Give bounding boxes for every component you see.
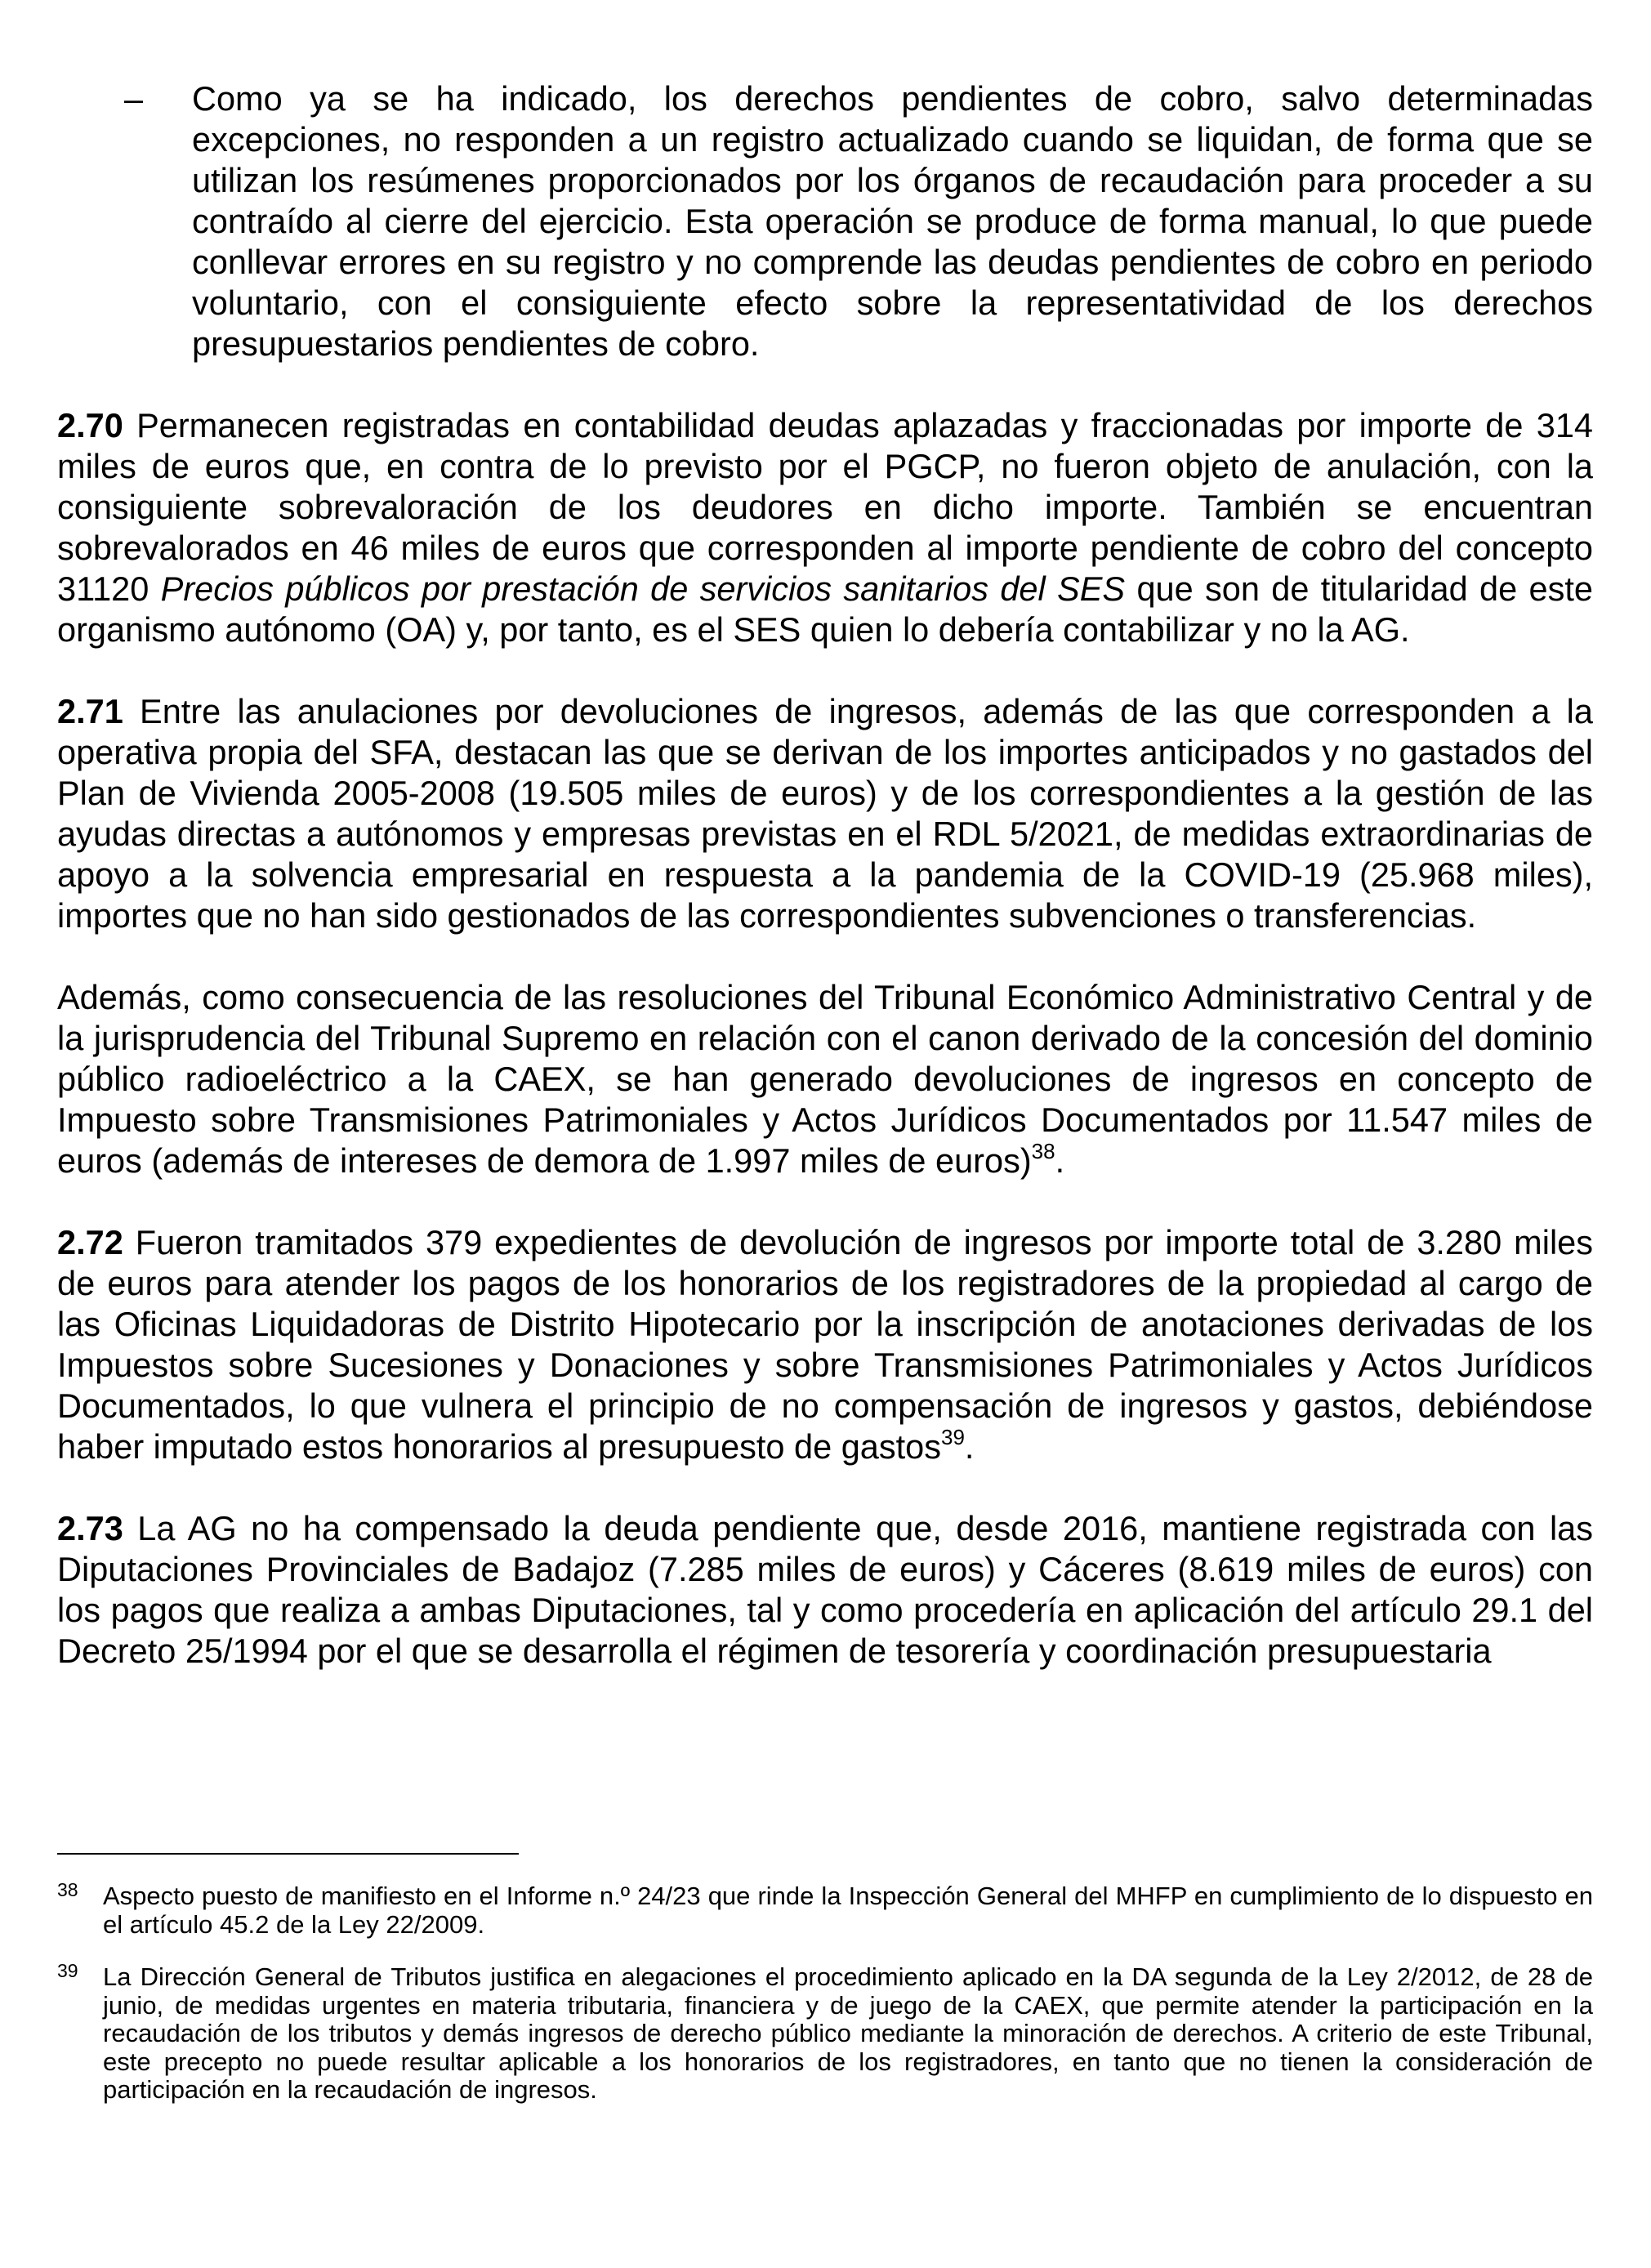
paragraph-2-73 xyxy=(57,1508,1593,1672)
paragraph-text: Fueron tramitados 379 expedientes de devolución de ingresos por importe total de 3.280 miles de euros para atender los pagos de los honorarios de los registradores de la propiedad al cargo de las Oficinas Liquidadoras de Distrito Hipotecario por la inscripción de anotaciones derivadas de los Impuestos sobre Sucesiones y Donaciones y sobre Transmisiones Patrimoniales y Actos Jurídicos Documentados, lo que vulnera el principio de no compensación de ingresos y gastos, debiéndose haber imputado estos honorarios al presupuesto de gastos xyxy=(57,1223,1593,1466)
dash-marker: – xyxy=(124,79,144,118)
paragraph-text: Permanecen registradas en contabilidad deudas aplazadas y fraccionadas por importe de 314 miles de euros que, en contra de lo previsto por el PGCP, no fueron objeto de anulación, con la consiguiente sobrevaloración de los deudores en dicho importe. También se encuentran sobrevalorados en 46 miles de euros que corresponden al importe pendiente de cobro del concepto 31120 xyxy=(57,406,1593,608)
paragraph-end: . xyxy=(1055,1141,1065,1180)
footnote-number: 38 xyxy=(57,1879,78,1900)
paragraph-2-71 xyxy=(57,691,1593,936)
footnote-39 xyxy=(57,1960,1593,2105)
paragraph-text: Entre las anulaciones por devoluciones de ingresos, además de las que corresponden a la operativa propia del SFA, destacan las que se derivan de los importes anticipados y no gastados del Plan de Vivienda 2005-2008 (19.505 miles de euros) y de los correspondientes a la gestión de las ayudas directas a autónomos y empresas previstas en el RDL 5/2021, de medidas extraordinarias de apoyo a la solvencia empresarial en respuesta a la pandemia de la COVID-19 (25.968 miles), importes que no han sido gestionados de las correspondientes subvenciones o transferencias. xyxy=(57,692,1593,935)
paragraph-text: Además, como consecuencia de las resoluciones del Tribunal Económico Administrativo Central y de la jurisprudencia del Tribunal Supremo en relación con el canon derivado de la concesión del dominio público radioeléctrico a la CAEX, se han generado devoluciones de ingresos en concepto de Impuesto sobre Transmisiones Patrimoniales y Actos Jurídicos Documentados por 11.547 miles de euros (además de intereses de demora de 1.997 miles de euros) xyxy=(57,978,1593,1180)
document-body xyxy=(57,78,1593,1712)
footnote-ref-38[interactable]: 38 xyxy=(1031,1139,1055,1164)
paragraph-number: 2.71 xyxy=(57,692,123,730)
footnote-text: Aspecto puesto de manifiesto en el Informe n.º 24/23 que rinde la Inspección General del MHFP en cumplimiento de lo dispuesto en el artículo 45.2 de la Ley 22/2009. xyxy=(103,1882,1593,1939)
footnote-number: 39 xyxy=(57,1960,78,1981)
paragraph-text: La AG no ha compensado la deuda pendiente que, desde 2016, mantiene registrada con las Diputaciones Provinciales de Badajoz (7.285 miles de euros) y Cáceres (8.619 miles de euros) con los pagos que realiza a ambas Diputaciones, tal y como procedería en aplicación del artículo 29.1 del Decreto 25/1994 por el que se desarrolla el régimen de tesorería y coordinación presupuestaria xyxy=(57,1509,1593,1670)
paragraph-2-71-continued xyxy=(57,977,1593,1181)
footnote-38 xyxy=(57,1879,1593,1939)
footnote-text: La Dirección General de Tributos justifica en alegaciones el procedimiento aplicado en la DA segunda de la Ley 2/2012, de 28 de junio, de medidas urgentes en materia tributaria, financiera y de juego de la CAEX, que permite atender la participación en la recaudación de los tributos y demás ingresos de derecho público mediante la minoración de derechos. A criterio de este Tribunal, este precepto no puede resultar aplicable a los honorarios de los registradores, en tanto que no tienen la consideración de participación en la recaudación de ingresos. xyxy=(103,1962,1593,2104)
paragraph-number: 2.70 xyxy=(57,406,123,444)
footnotes-section xyxy=(57,1853,1593,2129)
bullet-text: Como ya se ha indicado, los derechos pendientes de cobro, salvo determinadas excepciones, no responden a un registro actualizado cuando se liquidan, de forma que se utilizan los resúmenes proporcionados por los órganos de recaudación para proceder a su contraído al cierre del ejercicio. Esta operación se produce de forma manual, lo que puede conllevar errores en su registro y no comprende las deudas pendientes de cobro en periodo voluntario, con el consiguiente efecto sobre la representatividad de los derechos presupuestarios pendientes de cobro. xyxy=(192,79,1593,363)
paragraph-2-72 xyxy=(57,1222,1593,1467)
paragraph-end: . xyxy=(964,1427,975,1466)
footnote-ref-39[interactable]: 39 xyxy=(941,1425,965,1450)
paragraph-text-continued: que son de titularidad de este organismo autónomo (OA) y, por tanto, es el SES quien lo debería contabilizar y no la AG. xyxy=(57,569,1594,649)
paragraph-2-70 xyxy=(57,405,1593,650)
bullet-item xyxy=(57,78,1593,364)
paragraph-number: 2.72 xyxy=(57,1223,123,1261)
footnote-divider xyxy=(57,1853,519,1855)
paragraph-italic-text: Precios públicos por prestación de servicios sanitarios del SES xyxy=(160,569,1126,608)
paragraph-number: 2.73 xyxy=(57,1509,123,1547)
